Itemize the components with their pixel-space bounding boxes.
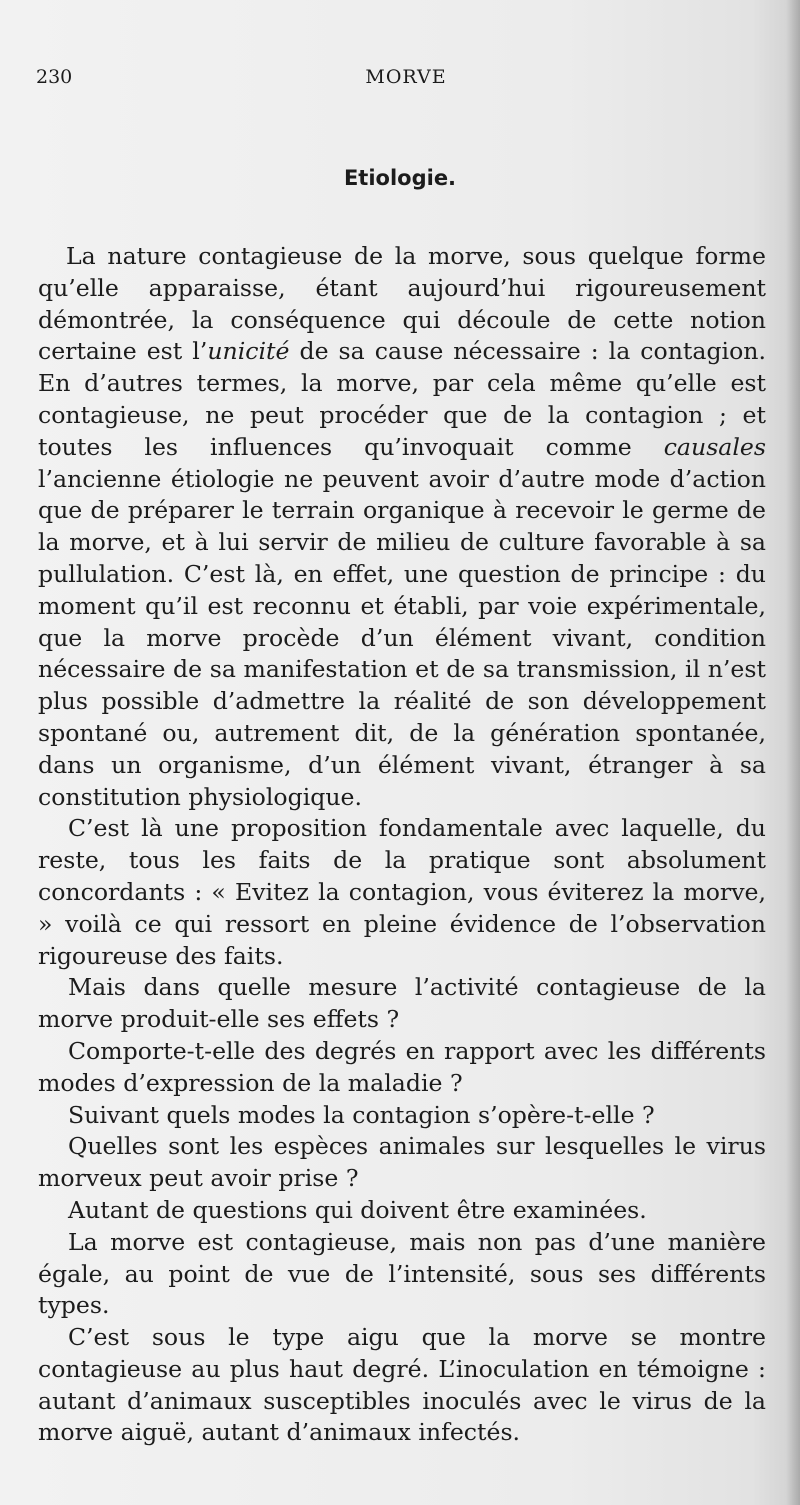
page-number: 230 bbox=[36, 66, 73, 88]
running-title: MORVE bbox=[365, 66, 447, 88]
paragraph: Autant de questions qui doivent être examinées. bbox=[68, 1195, 647, 1224]
paragraph: Mais dans quelle mesure l’activité contagieuse de la morve produit-elle ses effets ? bbox=[38, 973, 766, 1034]
running-head bbox=[36, 66, 776, 94]
text-run: de sa cause nécessaire : la contagion. En d’autres termes, la morve, par cela même qu’elle est contagieuse, ne peut procéder que de la contagion ; et toutes les influences qu’invoquait comme bbox=[38, 337, 766, 461]
paragraph: C’est sous le type aigu que la morve se montre contagieuse au plus haut degré. L’inoculation en témoigne : autant d’animaux susceptibles inoculés avec le virus de la morve aiguë, autant d’animaux infectés. bbox=[38, 1323, 766, 1447]
paragraph: La morve est contagieuse, mais non pas d’une manière égale, au point de vue de l’intensité, sous ses différents types. bbox=[38, 1227, 766, 1320]
emphasis-causales: causales bbox=[663, 432, 766, 461]
paragraph: Comporte-t-elle des degrés en rapport avec les différents modes d’expression de la maladie ? bbox=[38, 1036, 766, 1097]
text-run: La nature contagieuse de la morve, sous quelque forme qu’elle apparaisse, étant aujourd’hui rigoureusement démontrée, la conséquence qui découle de cette notion certaine est l’ bbox=[38, 242, 766, 366]
body-text bbox=[38, 241, 766, 1449]
section-heading: Etiologie. bbox=[343, 166, 457, 190]
paragraph: Quelles sont les espèces animales sur lesquelles le virus morveux peut avoir prise ? bbox=[38, 1132, 766, 1193]
paragraph: Suivant quels modes la contagion s’opère-t-elle ? bbox=[68, 1100, 655, 1129]
text-run: l’ancienne étiologie ne peuvent avoir d’autre mode d’action que de préparer le terrain organique à recevoir le germe de la morve, et à lui servir de milieu de culture favorable à sa pullulation. C’est là, en effet, une question de principe : du moment qu’il est reconnu et établi, par voie expérimentale, que la morve procède d’un élément vivant, condition nécessaire de sa manifestation et de sa transmission, il n’est plus possible d’admettre la réalité de son développement spontané ou, autrement dit, de la génération spontanée, dans un organisme, d’un élément vivant, étranger à sa constitution physiologique. bbox=[38, 464, 766, 811]
emphasis-unicite: unicité bbox=[207, 337, 290, 366]
paragraph: C’est là une proposition fondamentale avec laquelle, du reste, tous les faits de la pratique sont absolument concordants : « Evitez la contagion, vous éviterez la morve, » voilà ce qui ressort en pleine évidence de l’observation rigoureuse des faits. bbox=[38, 814, 766, 970]
paragraph bbox=[38, 241, 766, 813]
